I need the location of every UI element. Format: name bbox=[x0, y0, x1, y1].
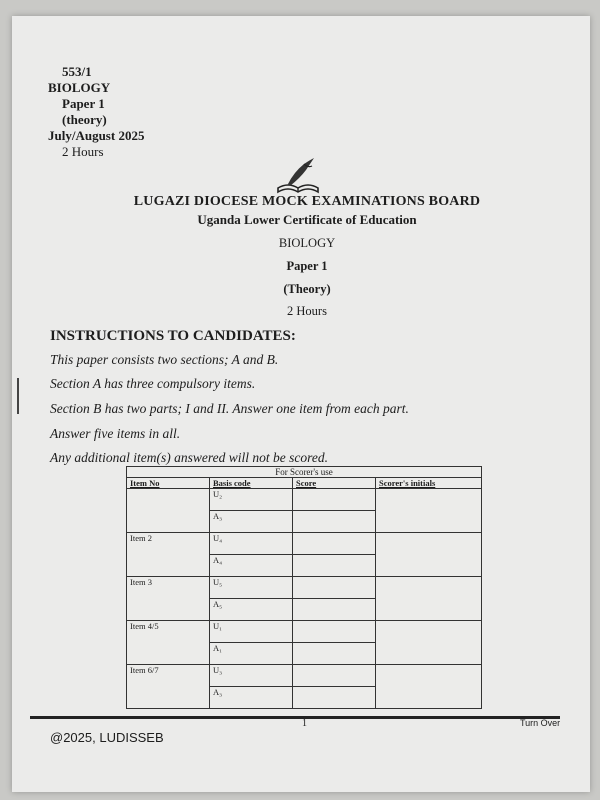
copyright-text: @2025, LUDISSEB bbox=[50, 730, 164, 745]
item-cell bbox=[127, 489, 210, 533]
basis-code-cell: A₅ bbox=[210, 599, 293, 621]
header-score: Score bbox=[293, 478, 376, 489]
basis-code-cell: U₄ bbox=[210, 533, 293, 555]
instruction-line: This paper consists two sections; A and B. bbox=[50, 352, 279, 367]
score-cell[interactable] bbox=[293, 533, 376, 555]
certificate-name: Uganda Lower Certificate of Education bbox=[197, 212, 417, 227]
item-cell: Item 6/7 bbox=[127, 665, 210, 709]
basis-code-cell: U₂ bbox=[210, 489, 293, 511]
header-item-no: Item No bbox=[127, 478, 210, 489]
table-row bbox=[127, 621, 482, 643]
footer-divider bbox=[30, 716, 560, 719]
initials-cell[interactable] bbox=[376, 665, 482, 709]
board-subject: BIOLOGY bbox=[278, 236, 336, 250]
basis-code-cell: A₃ bbox=[210, 687, 293, 709]
board-paper: Paper 1 bbox=[286, 259, 328, 273]
scorer-table-title: For Scorer's use bbox=[127, 467, 482, 478]
table-row bbox=[127, 489, 482, 511]
header-basis-code: Basis code bbox=[210, 478, 293, 489]
instructions-title: INSTRUCTIONS TO CANDIDATES: bbox=[50, 328, 296, 344]
initials-cell[interactable] bbox=[376, 489, 482, 533]
initials-cell[interactable] bbox=[376, 533, 482, 577]
paper-duration: 2 Hours bbox=[62, 144, 104, 159]
board-paper-type: (Theory) bbox=[283, 282, 331, 296]
item-cell: Item 3 bbox=[127, 577, 210, 621]
instruction-line: Answer five items in all. bbox=[50, 426, 181, 441]
score-cell[interactable] bbox=[293, 489, 376, 511]
paper-info-block bbox=[48, 64, 144, 160]
turn-over-label: Turn Over bbox=[520, 718, 561, 728]
score-cell[interactable] bbox=[293, 511, 376, 533]
board-duration: 2 Hours bbox=[287, 304, 327, 318]
scorer-table bbox=[126, 466, 482, 709]
header-scorer-initials: Scorer's initials bbox=[376, 478, 482, 489]
score-cell[interactable] bbox=[293, 665, 376, 687]
instruction-line: Any additional item(s) answered will not be scored. bbox=[50, 450, 328, 465]
item-cell: Item 2 bbox=[127, 533, 210, 577]
basis-code-cell: U₃ bbox=[210, 665, 293, 687]
margin-mark bbox=[17, 378, 19, 414]
basis-code-cell: U₅ bbox=[210, 577, 293, 599]
table-row bbox=[127, 665, 482, 687]
table-row bbox=[127, 577, 482, 599]
score-cell[interactable] bbox=[293, 643, 376, 665]
instruction-line: Section B has two parts; I and II. Answer one item from each part. bbox=[50, 401, 409, 416]
score-cell[interactable] bbox=[293, 687, 376, 709]
paper-number: Paper 1 bbox=[62, 96, 105, 111]
score-cell[interactable] bbox=[293, 555, 376, 577]
basis-code-cell: A₁ bbox=[210, 643, 293, 665]
initials-cell[interactable] bbox=[376, 577, 482, 621]
page-number: 1 bbox=[302, 718, 307, 729]
exam-paper bbox=[12, 16, 590, 792]
instruction-line: Section A has three compulsory items. bbox=[50, 376, 256, 391]
board-name: LUGAZI DIOCESE MOCK EXAMINATIONS BOARD bbox=[133, 194, 481, 209]
score-cell[interactable] bbox=[293, 577, 376, 599]
table-row bbox=[127, 533, 482, 555]
score-cell[interactable] bbox=[293, 621, 376, 643]
paper-code: 553/1 bbox=[62, 64, 92, 79]
score-cell[interactable] bbox=[293, 599, 376, 621]
basis-code-cell: A₃ bbox=[210, 511, 293, 533]
paper-subject: BIOLOGY bbox=[48, 80, 111, 95]
basis-code-cell: A₄ bbox=[210, 555, 293, 577]
initials-cell[interactable] bbox=[376, 621, 482, 665]
basis-code-cell: U₁ bbox=[210, 621, 293, 643]
item-cell: Item 4/5 bbox=[127, 621, 210, 665]
paper-type: (theory) bbox=[62, 112, 107, 127]
paper-date: July/August 2025 bbox=[48, 128, 145, 143]
